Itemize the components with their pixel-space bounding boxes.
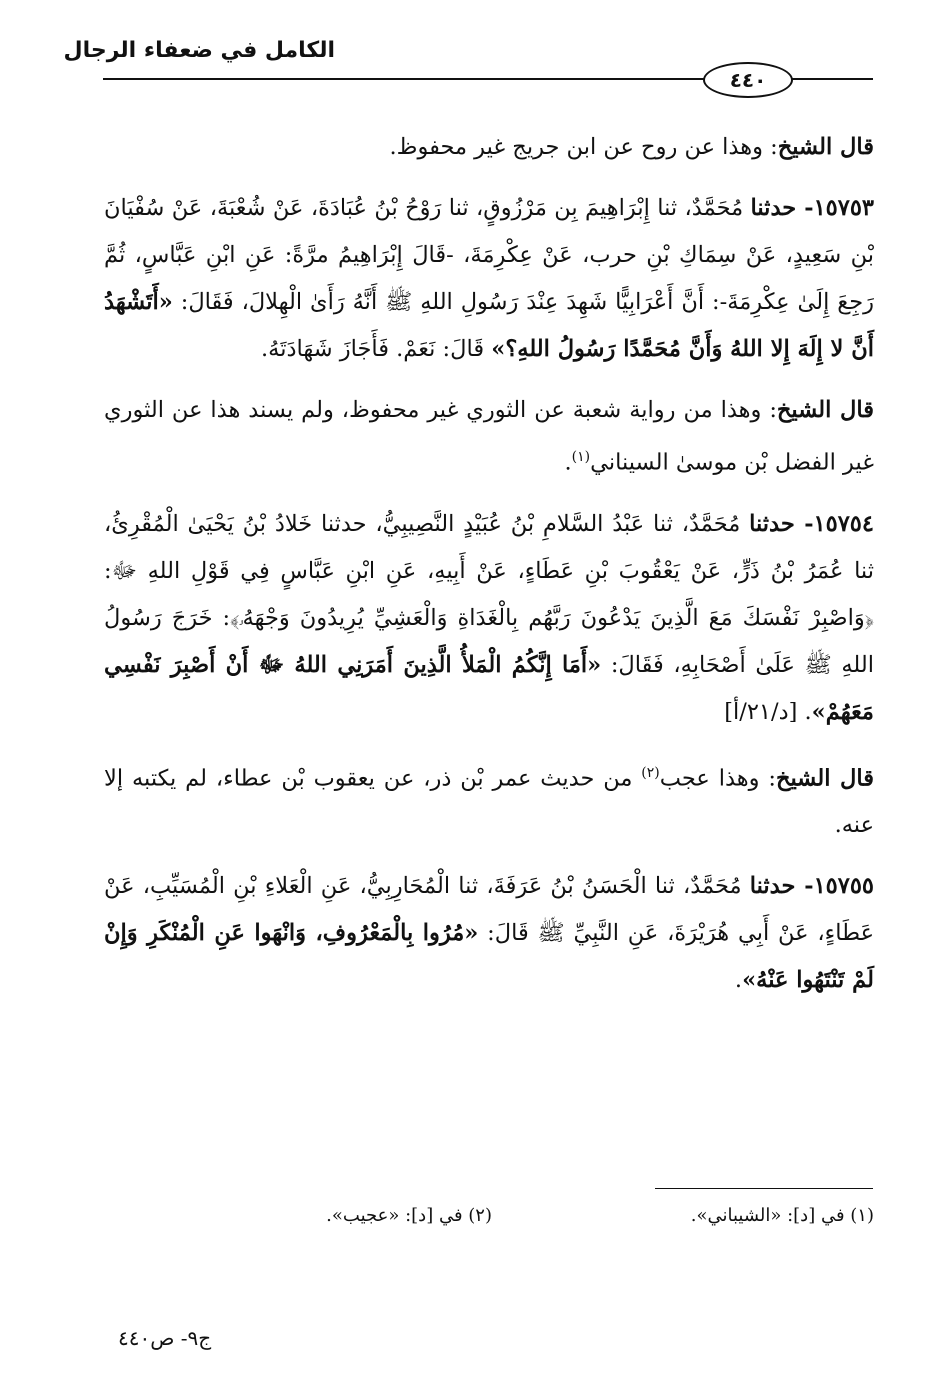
main-text (104, 124, 874, 1018)
paragraph-2 (104, 185, 874, 373)
paragraph-tail: . (564, 449, 572, 476)
paragraph-5 (104, 750, 874, 850)
paragraph-1 (104, 124, 874, 171)
footnote-marker[interactable]: (٢) (641, 764, 660, 781)
page-reference: ج٩- ص٤٤٠ (118, 1326, 212, 1350)
paragraph-tail: قَالَ: نَعَمْ. فَأَجَازَ شَهَادَتَهُ. (261, 336, 492, 362)
footnote-divider (655, 1188, 873, 1189)
paragraph-4 (104, 501, 874, 736)
paragraph-tail: . (734, 967, 743, 993)
paragraph-text: مُحَمَّدٌ، ثنا الْحَسَنُ بْنُ عَرَفَةَ، ثنا الْمُحَارِبِيُّ، عَنِ الْعَلاءِ بْنِ الْمُسَيِّبِ، عَنْ عَطَاءٍ، عَنْ أَبِي هُرَيْرَةَ، عَنِ النَّبِيِّ ﷺ قَالَ: (104, 873, 874, 946)
footnote-marker[interactable]: (١) (571, 449, 591, 465)
paragraph-6 (104, 863, 874, 1004)
paragraph-lead: ١٥٧٥٣- حدثنا (750, 195, 874, 221)
paragraph-text: : وهذا من رواية شعبة عن الثوري غير محفوظ، ولم يسند هذا عن الثوري غير الفضل بْن موسىٰ السيناني (104, 397, 874, 476)
paragraph-lead: قال الشيخ (777, 134, 874, 160)
paragraph-tail: من حديث عمر بْن ذر، عن يعقوب بْن عطاء، لم يكتبه إلا عنه. (104, 765, 874, 838)
paragraph-emphasis: «أَمَا إِنَّكُمُ الْمَلأُ الَّذِينَ أَمَرَنِي اللهُ ﷻ أَنْ أَصْبِرَ نَفْسِي مَعَهُمْ» (104, 651, 874, 725)
paragraph-emphasis: «مُرُوا بِالْمَعْرُوفِ، وَانْهَوا عَنِ الْمُنْكَرِ وَإِنْ لَمْ تَنْتَهُوا عَنْهُ» (104, 920, 874, 993)
footnote-1: (١) في [د]: «الشيباني». (690, 1205, 874, 1226)
paragraph-lead: قال الشيخ (776, 397, 874, 423)
paragraph-text: مُحَمَّدٌ، ثنا عَبْدُ السَّلامِ بْنُ عُبَيْدٍ النَّصِيبِيُّ، حدثنا خَلادُ بْنُ يَحْيَىٰ الْمُقْرِئُ، ثنا عُمَرُ بْنُ ذَرٍّ، عَنْ يَعْقُوبَ بْنِ عَطَاءٍ، عَنْ أَبِيهِ، عَنِ ابْنِ عَبَّاسٍ فِي قَوْلِ اللهِ ﷻ: ﴿وَاصْبِرْ نَفْسَكَ مَعَ الَّذِينَ يَدْعُونَ رَبَّهُم بِالْغَدَاةِ وَالْعَشِيِّ يُرِيدُونَ وَجْهَهُۥ﴾: خَرَجَ رَسُولُ اللهِ ﷺ عَلَىٰ أَصْحَابِهِ، فَقَالَ: (104, 510, 874, 678)
paragraph-lead: ١٥٧٥٤- حدثنا (749, 510, 874, 537)
paragraph-lead: ١٥٧٥٥- حدثنا (749, 873, 874, 899)
book-title: الكامل في ضعفاء الرجال (63, 38, 335, 63)
paragraph-tail: . [د/٢١/أ] (724, 698, 812, 725)
paragraph-text: مُحَمَّدٌ، ثنا إِبْرَاهِيمَ بِن مَرْزُوقٍ، ثنا رَوْحُ بْنُ عُبَادَةَ، عَنْ شُعْبَةَ، عَنْ سُفْيَانَ بْنِ سَعِيدٍ، عَنْ سِمَاكِ بْنِ حرب، عَنْ عِكْرِمَةَ، -قَالَ إِبْرَاهِيمُ مرَّةً: عَنِ ابْنِ عَبَّاسٍ، ثُمَّ رَجِعَ إِلَىٰ عِكْرِمَةَ-: أَنَّ أَعْرَابِيًّا شَهِدَ عِنْدَ رَسُولِ اللهِ ﷺ أَنَّهُ رَأَىٰ الْهِلالَ، فَقَالَ: (104, 195, 874, 315)
paragraph-lead: قال الشيخ (775, 765, 874, 791)
paragraph-text: : وهذا عن روح عن ابن جريج غير محفوظ. (389, 134, 778, 160)
paragraph-emphasis: «أَتَشْهَدُ أَنَّ لا إِلَهَ إِلا اللهُ وَأَنَّ مُحَمَّدًا رَسُولُ اللهِ؟» (104, 289, 874, 362)
footnote-2: (٢) في [د]: «عجيب». (326, 1205, 492, 1226)
page-number-badge: ٤٤٠ (703, 62, 793, 98)
paragraph-text: : وهذا عجب (659, 765, 776, 791)
paragraph-3 (104, 387, 874, 487)
